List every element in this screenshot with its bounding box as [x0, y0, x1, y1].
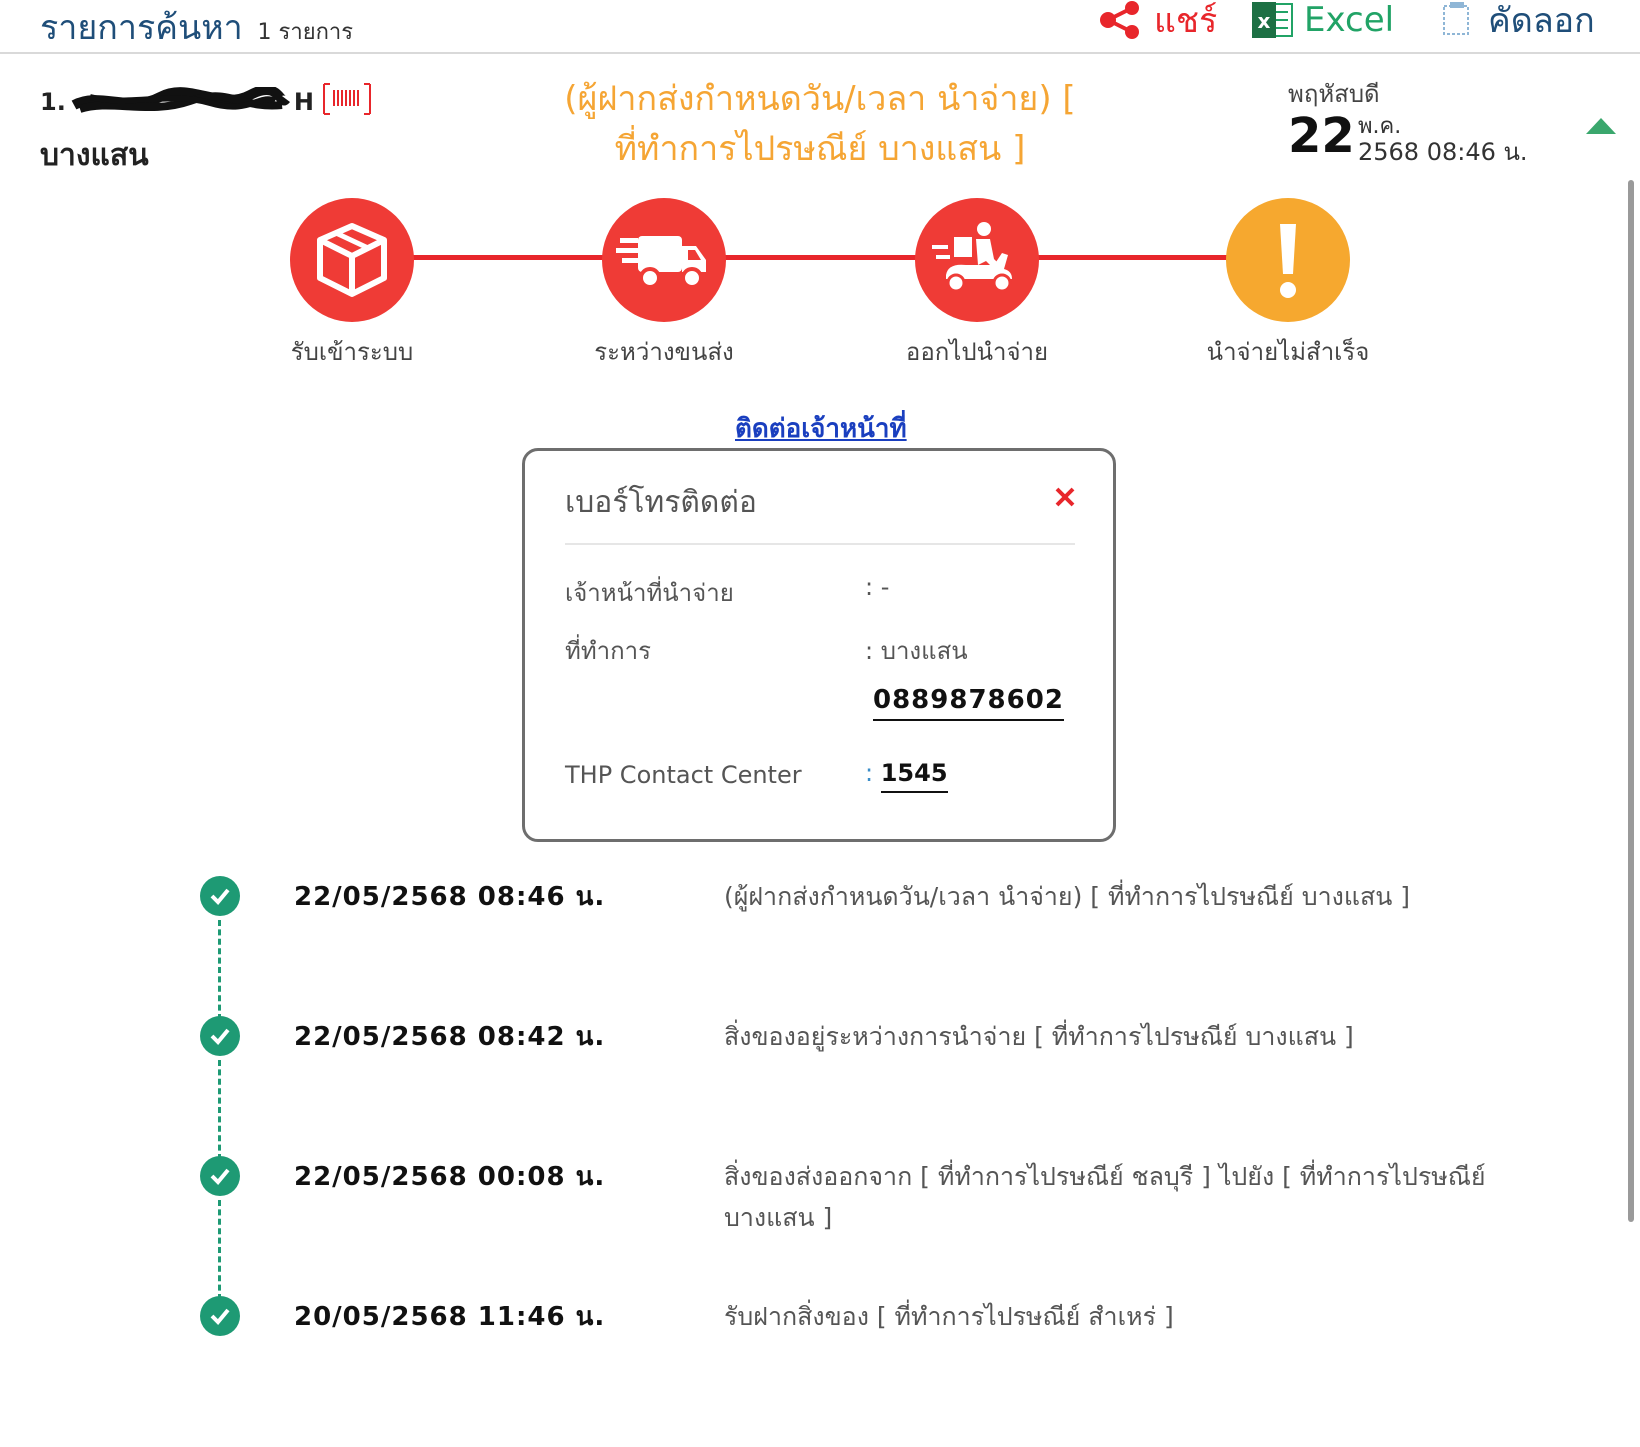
progress-line	[352, 255, 1286, 260]
timeline-connector	[218, 1060, 221, 1160]
box-icon	[290, 198, 414, 322]
contact-center-colon: :	[865, 759, 874, 787]
contact-center-phone-link[interactable]: 1545	[881, 759, 948, 793]
item-index: 1.	[40, 88, 66, 116]
svg-text:x: x	[1257, 9, 1271, 33]
excel-icon	[1250, 0, 1294, 40]
check-circle-icon	[200, 1156, 240, 1196]
step-delivery-failed	[1193, 198, 1383, 371]
item-id-suffix: H	[293, 88, 314, 116]
scrollbar[interactable]	[1628, 180, 1634, 1222]
step-label: นำจ่ายไม่สำเร็จ	[1206, 338, 1370, 366]
exclamation-icon	[1226, 198, 1350, 322]
officer-label: เจ้าหน้าที่นำจ่าย	[565, 579, 734, 607]
date-year-time: 2568 08:46 น.	[1358, 138, 1528, 166]
check-circle-icon	[200, 1016, 240, 1056]
timeline-time: 20/05/2568 11:46 น.	[294, 1302, 606, 1332]
timeline-description: รับฝากสิ่งของ [ ที่ทำการไปรษณีย์ สำเหร่ ]	[724, 1302, 1174, 1331]
tracking-id	[40, 82, 372, 122]
item-office: บางแสน	[40, 138, 149, 173]
current-status: (ผู้ฝากส่งกำหนดวัน/เวลา นำจ่าย) [ ที่ทำการไปรษณีย์ บางแสน ]	[564, 79, 1076, 169]
excel-button[interactable]	[1250, 0, 1394, 40]
date-month: พ.ค.	[1358, 114, 1402, 139]
contact-center-value	[865, 759, 948, 787]
close-icon[interactable]	[1053, 485, 1077, 509]
timeline-description: สิ่งของส่งออกจาก [ ที่ทำการไปรษณีย์ ชลบุรี ] ไปยัง [ ที่ทำการไปรษณีย์ บางแสน ]	[724, 1162, 1486, 1232]
contact-center-label: THP Contact Center	[565, 761, 802, 789]
step-out-for-delivery	[882, 198, 1072, 371]
timeline-connector	[218, 920, 221, 1020]
copy-button[interactable]	[1438, 0, 1595, 40]
date-day-name: พฤหัสบดี	[1288, 80, 1380, 108]
modal-title: เบอร์โทรติดต่อ	[565, 485, 757, 520]
office-phone-link[interactable]: 0889878602	[873, 685, 1064, 721]
results-title	[40, 0, 353, 54]
timeline-connector	[218, 1200, 221, 1300]
officer-value: : -	[865, 573, 890, 601]
share-button[interactable]	[1098, 0, 1217, 40]
check-circle-icon	[200, 1296, 240, 1336]
timeline-time: 22/05/2568 00:08 น.	[294, 1162, 606, 1192]
timeline-time: 22/05/2568 08:42 น.	[294, 1022, 606, 1052]
check-circle-icon	[200, 876, 240, 916]
contact-staff-link[interactable]: ติดต่อเจ้าหน้าที่	[735, 414, 907, 444]
barcode-icon[interactable]	[322, 82, 372, 122]
excel-label: Excel	[1304, 0, 1395, 40]
timeline-description: (ผู้ฝากส่งกำหนดวัน/เวลา นำจ่าย) [ ที่ทำการไปรษณีย์ บางแสน ]	[724, 882, 1410, 911]
redacted-tracking-number	[70, 91, 290, 113]
results-header	[0, 0, 1640, 54]
share-icon	[1098, 0, 1144, 40]
step-label: ระหว่างขนส่ง	[594, 338, 734, 366]
scooter-icon	[915, 198, 1039, 322]
timeline-time: 22/05/2568 08:46 น.	[294, 882, 606, 912]
truck-icon	[602, 198, 726, 322]
timeline-description: สิ่งของอยู่ระหว่างการนำจ่าย [ ที่ทำการไปรษณีย์ บางแสน ]	[724, 1022, 1354, 1051]
step-in-transit	[569, 198, 759, 371]
step-received	[257, 198, 447, 371]
office-label: ที่ทำการ	[565, 637, 652, 665]
chevron-up-icon[interactable]	[1584, 116, 1618, 136]
results-title-text: รายการค้นหา	[40, 8, 243, 48]
share-label: แชร์	[1154, 1, 1218, 41]
modal-divider	[565, 543, 1075, 545]
copy-label: คัดลอก	[1488, 1, 1595, 41]
office-value: : บางแสน	[865, 637, 968, 665]
results-count: 1 รายการ	[257, 20, 354, 45]
date-day: 22	[1288, 108, 1355, 164]
step-label: ออกไปนำจ่าย	[905, 338, 1049, 366]
contact-modal	[522, 448, 1116, 842]
step-label: รับเข้าระบบ	[290, 338, 414, 366]
copy-icon	[1438, 0, 1478, 40]
